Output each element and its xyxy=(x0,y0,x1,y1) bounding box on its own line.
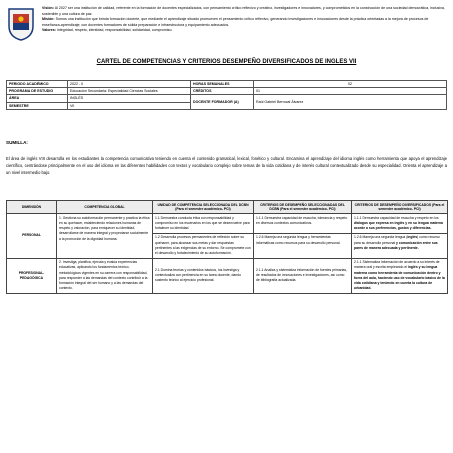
area-value: INGLÉS xyxy=(68,95,191,102)
horas-value: 02 xyxy=(254,81,447,88)
programa-label: PROGRAMA DE ESTUDIO xyxy=(7,88,68,95)
docente-value: Raúl Gabriel Berrocal Álvarez xyxy=(254,95,447,109)
criterio-div-cell: 2.1.1 Sistematiza información de acuerdo a su interés de manera oral y escrita empleando el inglés y su lengua materna como herramienta de comunicación dentro y fuera del aula, haciendo uso de vocabulario básico de la vida cotidiana y teniendo en cuenta la cultura de urbanidad. xyxy=(352,258,448,293)
table-header-row xyxy=(7,201,448,214)
creditos-value: 01 xyxy=(254,88,447,95)
dimension-cell: PROFESIONAL-PEDAGÓGICA xyxy=(7,258,57,293)
semestre-label: SEMESTRE xyxy=(7,102,68,109)
dimension-cell: PERSONAL xyxy=(7,214,57,258)
criterio-div-cell: 1.1.1 Demuestra capacidad de escucha y respeto en los diálogos que expresa en inglés y en su lengua materna acorde a sus preferencias, gustos y diferencias. xyxy=(352,214,448,234)
table-row xyxy=(7,258,448,293)
periodo-label: PERIODO ACADÉMICO xyxy=(7,81,68,88)
docente-label: DOCENTE FORMADOR (A) xyxy=(191,95,254,109)
unidad-cell: 1.2 Desarrolla procesos permanentes de reflexión sobre su quehacer, para alcanzar sus metas y dar respuestas pertinentes a las exigencias de su entorno. Se compromete con el desarrollo y fortalecimiento de su autoformación. xyxy=(153,233,254,258)
header-criterios-div: CRITERIOS DE DESEMPEÑO DIVERSIFICADOS (Para el semestre académico- PCI) xyxy=(352,201,448,214)
criterio-cell: 1.1.1 Demuestra capacidad de escucha, tolerancia y respeto en diversos contextos comunicativos. xyxy=(254,214,352,234)
document-title: CARTEL DE COMPETENCIAS Y CRITERIOS DESEMPEÑO DIVERSIFICADOS DE INGLES VII xyxy=(96,59,357,65)
unidad-cell: 2.1 Domina teorías y contenidos básicos, los investiga y contextualiza con pertinencia en su tarea docente, dando sustento teórico al ejercicio profesional. xyxy=(153,258,254,293)
course-info-table xyxy=(6,80,447,110)
periodo-value: 2022 - II xyxy=(68,81,191,88)
criterio-cell: 2.1.1 Analiza y sistematiza información de fuentes primarias, de resultados de innovaciones e investigaciones, así como de bibliografía actualizada. xyxy=(254,258,352,293)
area-label: ÁREA xyxy=(7,95,68,102)
header-unidad: UNIDAD DE COMPETENCIA SELECCIONADA DEL DCBN (Para el semestre académico- PCI) xyxy=(153,201,254,214)
programa-value: Educación Secundaria: Especialidad Ciencias Sociales xyxy=(68,88,191,95)
criterio-cell: 1.2.6 Maneja una segunda lengua y herramientas informáticas como recursos para su desarrollo personal. xyxy=(254,233,352,258)
competencia-cell: 2. Investiga, planifica, ejecuta y evalúa experiencias educativas, aplicando los fundamentos teórico-metodológicos vigentes en su carrera con responsabilidad, para responder a las demandas del contexto contribuir a la formación integral del ser humano y a las demandas del contexto. xyxy=(57,258,153,293)
table-row xyxy=(7,214,448,234)
institution-logo xyxy=(6,6,36,42)
semestre-value: VII xyxy=(68,102,191,109)
vision-block: Visión: Al 2027 ser una institución de calidad, referente en la formación de docentes especializados, con pensamiento crítico reflexivo y creativo, investigadores e innovadores, y comprometidos en la construcción de una sociedad democrática, inclusiva, sostenible y una cultura de paz. xyxy=(42,6,445,16)
horas-label: HORAS SEMANALES xyxy=(191,81,254,88)
header-competencia: COMPETENCIA GLOBAL xyxy=(57,201,153,214)
sumilla-heading: SUMILLA: xyxy=(6,140,28,145)
competencia-cell: 1. Gestiona su autoformación permanente y practica la ética en su quehacer, estableciendo relaciones humanas de respeto y valoración, para enriquecer su identidad, desarrollarse de manera integral y proyectarse socialmente a la promoción de la dignidad humana. xyxy=(57,214,153,258)
criterio-div-cell: 1.2.6 Maneja una segunda lengua (inglés) como recurso para su desarrollo personal y comunicación entre sus pares de manera adecuada y pertinente. xyxy=(352,233,448,258)
header-criterios-dcbn: CRITERIOS DE DESEMPEÑO SELECCIONADAS DEL DCBN (Para el semestre académico- PCI) xyxy=(254,201,352,214)
valores-block: Valores: integridad, respeto, identidad, responsabilidad, solidaridad, compromiso. xyxy=(42,28,173,33)
institution-statement xyxy=(42,6,448,34)
mision-block: Misión: Somos una institución que brinda formación docente, que mediante el aprendizaje situado promueven el pensamiento crítico reflexivo, generando investigaciones e innovaciones desde la práctica orientadas a la mejora de procesos de enseñanza-aprendizaje; con docentes formadores de sólida preparación e infraestructura y equipamiento adecuados. xyxy=(42,17,429,27)
competencias-table xyxy=(6,200,448,294)
sumilla-text: El área de inglés VIII desarrolla en los estudiantes la competencia comunicativa teniendo en cuenta el contenido gramatical, lexical, fonético y cultural. Encamina el aprendizaje del idioma inglés como herramienta que apoya el aprendizaje científico, centrándose principalmente en el uso del idioma en las diferentes habilidades con textos y vocabulario complejo sobre temas de la vida cotidiana y de interés cultural contextualizado desde su especialidad. Orienta el aprendizaje a un nivel intermedio bajo. xyxy=(6,156,447,176)
unidad-cell: 1.1 Demuestra conducta ética con responsabilidad y compromiso en los escenarios en los que se desenvuelve para fortalecer su identidad. xyxy=(153,214,254,234)
creditos-label: CRÉDITOS xyxy=(191,88,254,95)
header-dimension: DIMENSIÓN xyxy=(7,201,57,214)
